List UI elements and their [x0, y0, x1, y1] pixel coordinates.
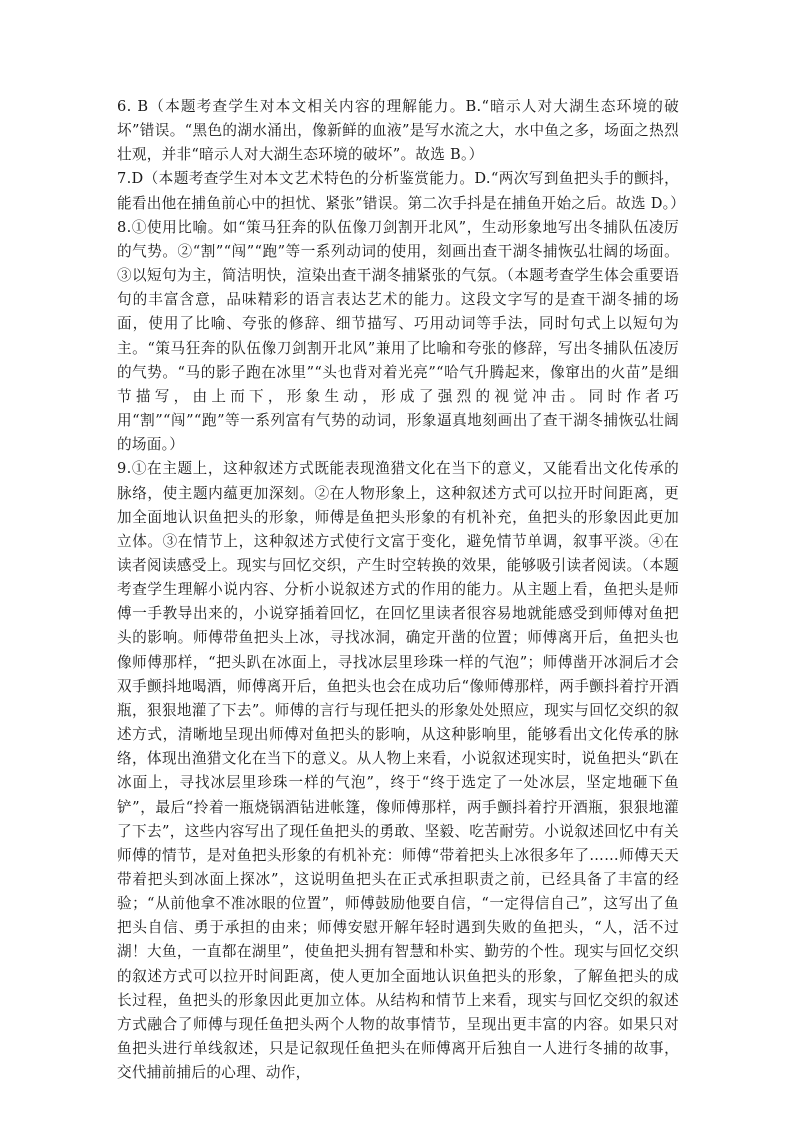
- answer-6: [117, 95, 679, 167]
- answer-9: [117, 457, 679, 1085]
- answer-8-text: 8.①使用比喻。如“策马狂奔的队伍像刀剑割开北风”，生动形象地写出冬捕队伍凌厉的气势。②“割”“闯”“跑”等一系列动词的使用，刻画出查干湖冬捕恢弘壮阔的场面。③以短句为主，简洁明快，渲染出查干湖冬捕紧张的气氛。（本题考查学生体会重要语句的丰富含意，品味精彩的语言表达艺术的能力。这段文字写的是查干湖冬捕的场面，使用了比喻、夸张的修辞、细节描写、巧用动词等手法，同时句式上以短句为主。“策马狂奔的队伍像刀剑割开北风”兼用了比喻和夸张的修辞，写出冬捕队伍凌厉的气势。“马的影子跑在冰里”“头也背对着光亮”“哈气升腾起来，像窜出的火苗”是细节描写，由上而下，形象生动，形成了强烈的视觉冲击。同时作者巧用“割”“闯”“跑”等一系列富有气势的动词，形象逼真地刻画出了查干湖冬捕恢弘壮阔的场面。）: [117, 218, 679, 454]
- answer-7: [117, 167, 686, 215]
- answer-9-text: 9.①在主题上，这种叙述方式既能表现渔猎文化在当下的意义，又能看出文化传承的脉络，使主题内蕴更加深刻。②在人物形象上，这种叙述方式可以拉开时间距离，更加全面地认识鱼把头的形象，师傅是鱼把头形象的有机补充，鱼把头的形象因此更加立体。③在情节上，这种叙述方式使行文富于变化，避免情节单调，叙事平淡。④在读者阅读感受上。现实与回忆交织，产生时空转换的效果，能够吸引读者阅读。（本题考查学生理解小说内容、分析小说叙述方式的作用的能力。从主题上看，鱼把头是师傅一手教导出来的，小说穿插着回忆，在回忆里读者很容易地就能感受到师傅对鱼把头的影响。师傅带鱼把头上冰，寻找冰洞，确定开凿的位置；师傅离开后，鱼把头也像师傅那样，“把头趴在冰面上，寻找冰层里珍珠一样的气泡”；师傅凿开冰洞后才会双手颤抖地喝酒，师傅离开后，鱼把头也会在成功后“像师傅那样，两手颤抖着拧开酒瓶，狠狠地灌了下去”。师傅的言行与现任把头的形象处处照应，现实与回忆交织的叙述方式，清晰地呈现出师傅对鱼把头的影响，从这种影响里，能够看出文化传承的脉络，体现出渔猎文化在当下的意义。从人物上来看，小说叙述现实时，说鱼把头“趴在冰面上，寻找冰层里珍珠一样的气泡”，终于“终于选定了一处冰层，坚定地砸下鱼铲”，最后“拎着一瓶烧锅酒钻进帐篷，像师傅那样，两手颤抖着拧开酒瓶，狠狠地灌了下去”，这些内容写出了现任鱼把头的勇敢、坚毅、吃苦耐劳。小说叙述回忆中有关师傅的情节，是对鱼把头形象的有机补充：师傅“带着把头上冰很多年了……师傅天天带着把头到冰面上探冰”，这说明鱼把头在正式承担职责之前，已经具备了丰富的经验；“从前他拿不准冰眼的位置”，师傅鼓励他要自信，“一定得信自己”，这写出了鱼把头自信、勇于承担的由来；师傅安慰开解年轻时遇到失败的鱼把头，“人，活不过湖！大鱼，一直都在湖里”，使鱼把头拥有智慧和朴实、勤劳的个性。现实与回忆交织的叙述方式可以拉开时间距离，使人更加全面地认识鱼把头的形象，了解鱼把头的成长过程，鱼把头的形象因此更加立体。从结构和情节上来看，现实与回忆交织的叙述方式融合了师傅与现任鱼把头两个人物的故事情节，呈现出更丰富的内容。如果只对鱼把头进行单线叙述，只是记叙现任鱼把头在师傅离开后独自一人进行冬捕的故事，交代捕前捕后的心理、动作，: [117, 460, 679, 1082]
- answer-8: [117, 216, 679, 458]
- document-page: [117, 95, 686, 1085]
- answer-6-text: 6. B（本题考查学生对本文相关内容的理解能力。B.“暗示人对大湖生态环境的破坏”错误。“黑色的湖水涌出，像新鲜的血液”是写水流之大，水中鱼之多，场面之热烈壮观，并非“暗示人对大湖生态环境的破坏”。故选 B。）: [117, 98, 679, 164]
- answer-7-text: 7.D（本题考查学生对本文艺术特色的分析鉴赏能力。D.“两次写到鱼把头手的颤抖，能看出他在捕鱼前心中的担忧、紧张”错误。第二次手抖是在捕鱼开始之后。故选 D。）: [117, 170, 686, 212]
